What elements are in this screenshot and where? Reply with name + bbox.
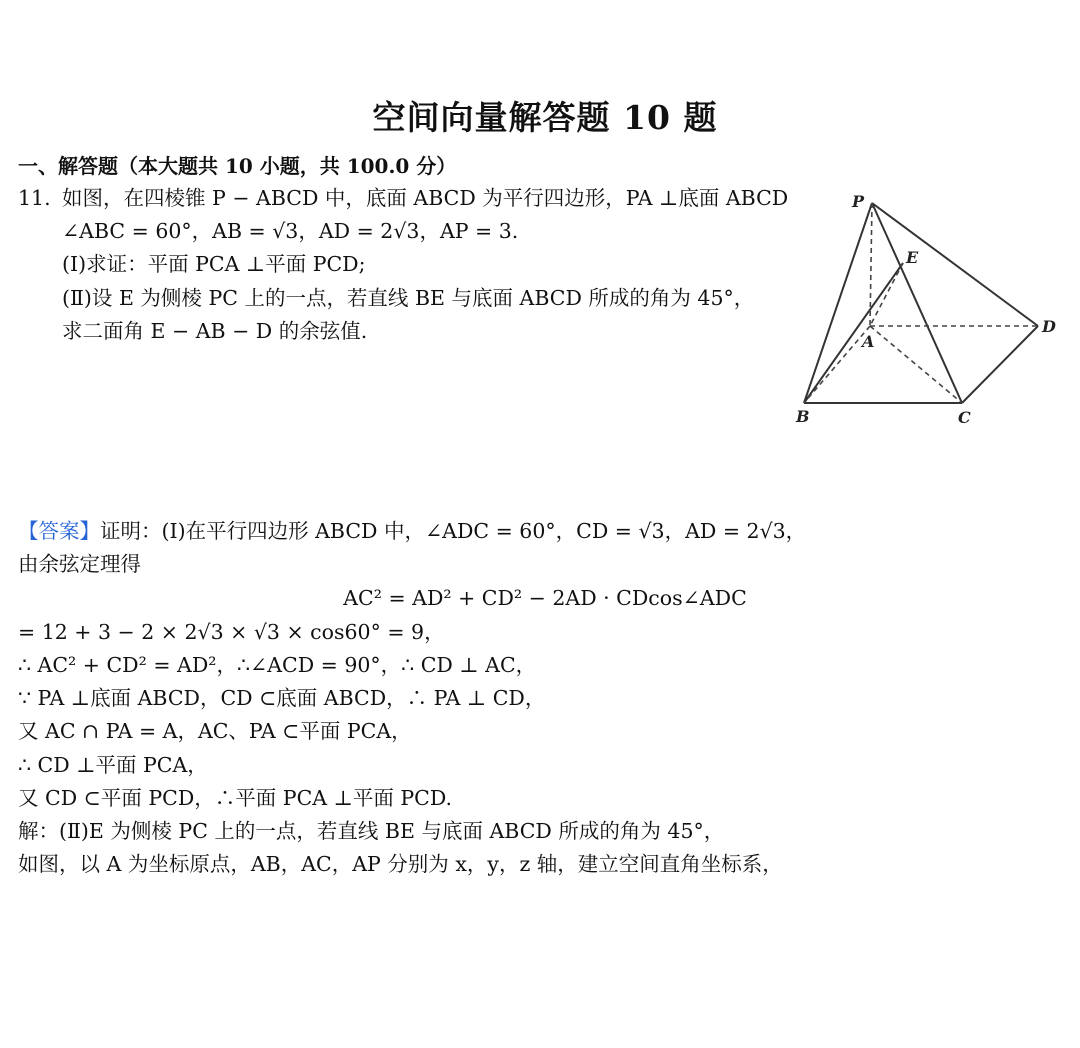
- solid-edges: [804, 203, 1038, 403]
- problem-line-4: (Ⅱ)设 E 为侧棱 PC 上的一点，若直线 BE 与底面 ABCD 所成的角为 45°，: [62, 286, 755, 310]
- answer-line-11: 如图，以 A 为坐标原点，AB，AC，AP 分别为 x，y，z 轴，建立空间直角坐标系，: [18, 852, 783, 876]
- answer-line-8: ∴ CD ⊥平面 PCA，: [18, 753, 208, 777]
- problem-line-5: 求二面角 E − AB − D 的余弦值.: [62, 319, 368, 343]
- edge-cd: [962, 326, 1038, 403]
- problem-number: 11.: [18, 186, 51, 210]
- label-b: B: [796, 407, 810, 426]
- label-a: A: [862, 332, 875, 351]
- edge-be: [804, 263, 903, 403]
- answer-equation: AC² = AD² + CD² − 2AD · CDcos∠ADC: [343, 586, 747, 610]
- answer-line-7: 又 AC ∩ PA = A，AC、PA ⊂平面 PCA，: [18, 719, 412, 743]
- label-d: D: [1042, 317, 1056, 336]
- edge-ab: [804, 326, 870, 403]
- edge-pb: [804, 203, 875, 403]
- answer-line-5: ∴ AC² + CD² = AD²，∴∠ACD = 90°，∴ CD ⊥ AC，: [18, 653, 537, 677]
- dashed-edges: [804, 203, 1038, 403]
- label-p: P: [852, 192, 865, 211]
- pyramid-figure: [790, 185, 1065, 435]
- answer-line-9: 又 CD ⊂平面 PCD，∴平面 PCA ⊥平面 PCD.: [18, 786, 453, 810]
- answer-line-2: 由余弦定理得: [18, 552, 141, 576]
- problem-line-2: ∠ABC = 60°，AB = √3，AD = 2√3，AP = 3.: [62, 219, 519, 243]
- section-heading: 一、解答题（本大题共 10 小题，共 100.0 分）: [18, 154, 457, 178]
- edge-pc: [872, 203, 962, 403]
- label-e: E: [906, 248, 919, 267]
- label-c: C: [958, 408, 971, 427]
- answer-line-1-text: 证明：(Ⅰ)在平行四边形 ABCD 中，∠ADC = 60°，CD = √3，AD = 2√3，: [100, 519, 807, 543]
- answer-line-10: 解：(Ⅱ)E 为侧棱 PC 上的一点，若直线 BE 与底面 ABCD 所成的角为 45°，: [18, 819, 725, 843]
- document-title: 空间向量解答题 10 题: [372, 98, 718, 137]
- problem-line-1: 如图，在四棱锥 P − ABCD 中，底面 ABCD 为平行四边形，PA ⊥底面 ABCD: [62, 186, 789, 210]
- answer-line-1: [18, 516, 806, 546]
- edge-ac: [870, 326, 962, 403]
- answer-line-6: ∵ PA ⊥底面 ABCD，CD ⊂底面 ABCD，∴ PA ⊥ CD，: [18, 686, 546, 710]
- problem-line-3: (Ⅰ)求证：平面 PCA ⊥平面 PCD;: [62, 252, 366, 276]
- answer-tag: 【答案】: [18, 519, 100, 543]
- edge-pd: [872, 203, 1038, 326]
- answer-line-4: = 12 + 3 − 2 × 2√3 × √3 × cos60° = 9，: [18, 620, 445, 644]
- edge-ea: [870, 263, 903, 326]
